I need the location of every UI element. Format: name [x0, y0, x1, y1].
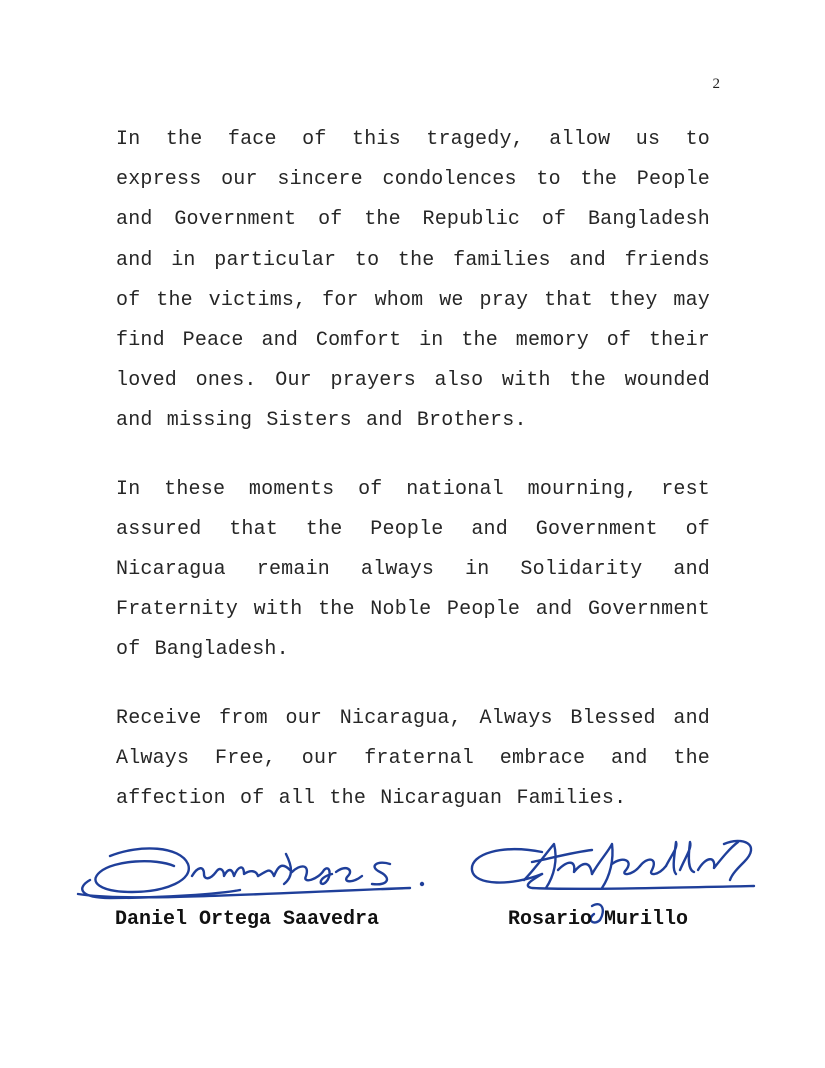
- paragraph-embrace: Receive from our Nicaragua, Always Blessed and Always Free, our fraternal embrace and the affection of all the Nicaraguan Families.: [116, 706, 710, 811]
- signature-block: [0, 830, 825, 940]
- handwritten-signature-left: [70, 836, 440, 906]
- letter-body: [116, 120, 710, 847]
- page-number: 2: [712, 76, 720, 92]
- paragraph-condolences: In the face of this tragedy, allow us to express our sincere condolences to the People and Government of the Republic of Bangladesh and in particular to the families and friends of the victims, for whom we pray that they may find Peace and Comfort in the memory of their loved ones. Our prayers also with the wounded and missing Sisters and Brothers.: [116, 128, 710, 433]
- paragraph-solidarity: In these moments of national mourning, rest assured that the People and Government of Nicaragua remain always in Solidarity and Fraternity with the Noble People and Government of Bangladesh.: [116, 477, 710, 662]
- signature-daniel-ortega: [70, 836, 440, 906]
- signatory-name-left: Daniel Ortega Saavedra: [115, 908, 380, 931]
- signatory-name-right: Rosario Murillo: [508, 908, 689, 931]
